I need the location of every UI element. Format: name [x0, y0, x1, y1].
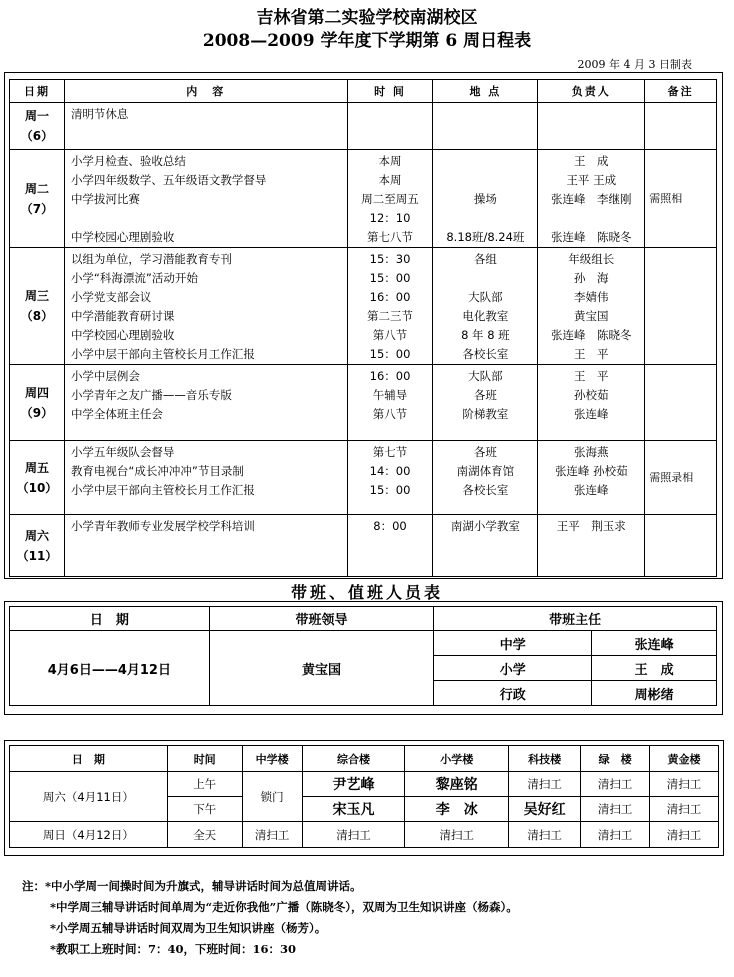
event-time: 15：00	[369, 483, 411, 497]
schedule-day-row	[10, 150, 717, 248]
duty-name: 张连峰	[592, 631, 717, 656]
event-content: 小学青年之友广播——音乐专版	[70, 388, 232, 402]
clean-xiaoxue: 李 冰	[405, 797, 509, 822]
clean-time: 下午	[167, 797, 242, 822]
clean-lv: 清扫工	[581, 797, 650, 822]
event-person: 张海燕	[574, 445, 609, 459]
clean-zhongxue: 锁门	[242, 772, 302, 822]
event-time-cell	[347, 515, 433, 577]
event-content: 中学校园心理剧验收	[70, 328, 175, 342]
event-content	[71, 209, 347, 228]
clean-col-keji: 科技楼	[509, 746, 581, 772]
event-time: 12：10	[369, 211, 411, 225]
clean-huangjin: 清扫工	[650, 822, 719, 848]
event-person: 王平 荆玉求	[556, 519, 626, 533]
day-label: 周一 （6）	[10, 103, 65, 150]
event-content: 中学潜能教育研讨课	[70, 309, 175, 323]
event-content: 小学五年级队会督导	[70, 445, 175, 459]
event-place-cell	[433, 365, 538, 441]
duty-col-leader: 带班领导	[209, 607, 434, 631]
clean-keji: 清扫工	[509, 822, 581, 848]
event-note	[645, 515, 717, 577]
duty-col-date: 日 期	[10, 607, 210, 631]
event-place-cell	[433, 248, 538, 365]
date-made: 2009 年 4 月 3 日制表	[577, 58, 692, 71]
clean-zonghe: 宋玉凡	[302, 797, 405, 822]
event-person: 张连峰 陈晓冬	[551, 230, 632, 244]
event-content: 中学拔河比赛	[70, 192, 140, 206]
event-time-cell	[347, 248, 433, 365]
schedule-day-row	[10, 365, 717, 441]
clean-col-zhongxue: 中学楼	[242, 746, 302, 772]
col-person: 负责人	[538, 80, 645, 103]
event-place: 8 年 8 班	[461, 328, 510, 342]
clean-keji: 吴好红	[509, 797, 581, 822]
cleaning-row	[10, 822, 719, 848]
event-place: 8.18班/8.24班	[446, 230, 525, 244]
event-person-cell	[538, 365, 645, 441]
clean-sat-label: 周六（4月11日）	[10, 772, 168, 822]
event-person: 孙校茹	[574, 388, 609, 402]
event-place: 各校长室	[462, 347, 509, 361]
event-person: 王 平	[574, 369, 609, 383]
cleaning-table	[9, 745, 719, 848]
duty-dept: 中学	[434, 631, 592, 656]
event-content: 中学全体班主任会	[70, 407, 163, 421]
event-time: 16：00	[369, 369, 411, 383]
event-time: 本周	[378, 154, 402, 168]
event-time: 第八节	[372, 407, 408, 421]
event-time: 15：30	[369, 252, 411, 266]
clean-col-date: 日 期	[10, 746, 168, 772]
event-time: 午辅导	[372, 388, 408, 402]
schedule-day-row	[10, 441, 717, 515]
event-place: 操场	[473, 192, 497, 206]
event-content: 小学中层干部向主管校长月工作汇报	[70, 347, 255, 361]
clean-col-time: 时间	[167, 746, 242, 772]
duty-leader: 黄宝国	[209, 631, 434, 706]
event-person-cell	[538, 441, 645, 515]
clean-col-huangjin: 黄金楼	[650, 746, 719, 772]
clean-xiaoxue: 清扫工	[405, 822, 509, 848]
event-place: 各校长室	[462, 483, 509, 497]
duty-col-teacher: 带班主任	[434, 607, 717, 631]
event-person-cell	[538, 103, 645, 150]
clean-huangjin: 清扫工	[650, 772, 719, 797]
event-person-cell	[538, 515, 645, 577]
event-time: 8：00	[373, 519, 407, 533]
col-date: 日期	[10, 80, 65, 103]
clean-sun-label: 周日（4月12日）	[10, 822, 168, 848]
duty-dept: 小学	[434, 656, 592, 681]
clean-lv: 清扫工	[581, 822, 650, 848]
event-time: 第七八节	[367, 230, 414, 244]
clean-huangjin: 清扫工	[650, 797, 719, 822]
notes-lead: 注：	[22, 879, 45, 893]
event-place-cell	[433, 441, 538, 515]
event-place	[433, 152, 537, 171]
cleaning-header-row	[10, 746, 719, 772]
event-time-cell	[347, 365, 433, 441]
event-person: 张连峰 孙校茹	[554, 464, 628, 478]
event-place-cell	[433, 103, 538, 150]
clean-lv: 清扫工	[581, 772, 650, 797]
duty-table	[9, 606, 717, 706]
col-place: 地 点	[433, 80, 538, 103]
col-time: 时 间	[347, 80, 433, 103]
event-content: 清明节休息	[70, 107, 129, 121]
event-time: 15：00	[369, 347, 411, 361]
day-label: 周五 （10）	[10, 441, 65, 515]
event-content-cell	[64, 515, 347, 577]
duty-name: 周彬绪	[592, 681, 717, 706]
event-place: 南湖体育馆	[456, 464, 515, 478]
event-content: 小学中层例会	[70, 369, 140, 383]
event-person-cell	[538, 248, 645, 365]
col-note: 备注	[645, 80, 717, 103]
event-place	[433, 209, 537, 228]
clean-col-xiaoxue: 小学楼	[405, 746, 509, 772]
event-person: 黄宝国	[574, 309, 609, 323]
event-content: 小学中层干部向主管校长月工作汇报	[70, 483, 255, 497]
event-place	[433, 171, 537, 190]
clean-time: 上午	[167, 772, 242, 797]
col-content: 内 容	[64, 80, 347, 103]
event-place: 电化教室	[462, 309, 509, 323]
event-content: 教育电视台“成长冲冲冲”节目录制	[70, 464, 244, 478]
event-place: 大队部	[468, 369, 503, 383]
clean-zhongxue: 清扫工	[242, 822, 302, 848]
event-time-cell	[347, 441, 433, 515]
weekly-schedule-table	[9, 79, 717, 577]
duty-row	[10, 631, 717, 656]
event-person: 张连峰 李继刚	[551, 192, 632, 206]
event-place	[433, 269, 537, 288]
event-note	[645, 103, 717, 150]
event-place-cell	[433, 150, 538, 248]
duty-dept: 行政	[434, 681, 592, 706]
event-time-cell	[347, 150, 433, 248]
event-person: 李婧伟	[574, 290, 609, 304]
day-label: 周三 （8）	[10, 248, 65, 365]
event-note: 需照录相	[645, 441, 717, 515]
event-content: 中学校园心理剧验收	[70, 230, 175, 244]
day-label: 周二 （7）	[10, 150, 65, 248]
day-label: 周六 （11）	[10, 515, 65, 577]
event-time: 第二三节	[367, 309, 414, 323]
schedule-day-row	[10, 515, 717, 577]
event-place: 大队部	[468, 290, 503, 304]
schedule-title: 2008—2009 学年度下学期第 6 周日程表	[202, 31, 532, 51]
event-person: 王 成	[574, 154, 609, 168]
event-note: 需照相	[645, 150, 717, 248]
event-person: 孙 海	[574, 271, 609, 285]
note-item: *教职工上班时间：7：40，下班时间：16：30	[50, 942, 297, 956]
event-time: 第八节	[372, 328, 408, 342]
event-time: 本周	[378, 173, 402, 187]
event-content: 小学党支部会议	[70, 290, 152, 304]
clean-zonghe: 清扫工	[302, 822, 405, 848]
duty-header-row	[10, 607, 717, 631]
event-time: 14：00	[369, 464, 411, 478]
event-time: 第七节	[372, 445, 408, 459]
event-content-cell	[64, 103, 347, 150]
duty-name: 王 成	[592, 656, 717, 681]
schedule-header-row	[10, 80, 717, 103]
event-person: 张连峰 陈晓冬	[551, 328, 632, 342]
event-time-cell	[347, 103, 433, 150]
note-item: 注：*中小学周一间操时间为升旗式，辅导讲话时间为总值周讲话。	[22, 879, 362, 893]
note-item: *小学周五辅导讲话时间双周为卫生知识讲座（杨芳）。	[50, 921, 327, 935]
clean-xiaoxue: 黎座铭	[405, 772, 509, 797]
schedule-day-row	[10, 248, 717, 365]
event-person: 张连峰	[574, 407, 609, 421]
event-place: 各班	[473, 388, 497, 402]
clean-col-lv: 绿 楼	[581, 746, 650, 772]
event-person: 王 平	[574, 347, 609, 361]
event-person: 年级组长	[568, 252, 615, 266]
event-person-cell	[538, 150, 645, 248]
event-content-cell	[64, 441, 347, 515]
event-time: 15：00	[369, 271, 411, 285]
event-time: 周二至周五	[361, 192, 419, 206]
event-place: 各组	[473, 252, 497, 266]
event-content-cell	[64, 248, 347, 365]
event-content: 小学“科海漂流”活动开始	[70, 271, 198, 285]
duty-date-range: 4月6日——4月12日	[10, 631, 210, 706]
clean-time: 全天	[167, 822, 242, 848]
clean-zonghe: 尹艺峰	[302, 772, 405, 797]
duty-table-title: 带班、值班人员表	[290, 583, 443, 602]
event-content: 小学月检查、验收总结	[70, 154, 186, 168]
clean-col-zonghe: 综合楼	[302, 746, 405, 772]
event-place-cell	[433, 515, 538, 577]
event-content: 小学四年级数学、五年级语文教学督导	[70, 173, 267, 187]
event-place: 各班	[473, 445, 497, 459]
event-content-cell	[64, 150, 347, 248]
event-person	[538, 209, 644, 228]
school-title: 吉林省第二实验学校南湖校区	[256, 8, 478, 28]
event-note	[645, 248, 717, 365]
event-content-cell	[64, 365, 347, 441]
event-person: 王平 王成	[566, 173, 617, 187]
event-place: 南湖小学教室	[450, 519, 520, 533]
schedule-day-row	[10, 103, 717, 150]
event-note	[645, 365, 717, 441]
event-content: 小学青年教师专业发展学校学科培训	[70, 519, 255, 533]
clean-keji: 清扫工	[509, 772, 581, 797]
event-place: 阶梯教室	[462, 407, 509, 421]
note-item: *中学周三辅导讲话时间单周为“走近你我他”广播（陈晓冬），双周为卫生知识讲座（杨森）。	[50, 900, 518, 914]
cleaning-row	[10, 772, 719, 797]
event-time: 16：00	[369, 290, 411, 304]
event-person: 张连峰	[574, 483, 609, 497]
notes-block	[22, 876, 518, 960]
event-content: 以组为单位，学习潜能教育专刊	[70, 252, 232, 266]
day-label: 周四 （9）	[10, 365, 65, 441]
